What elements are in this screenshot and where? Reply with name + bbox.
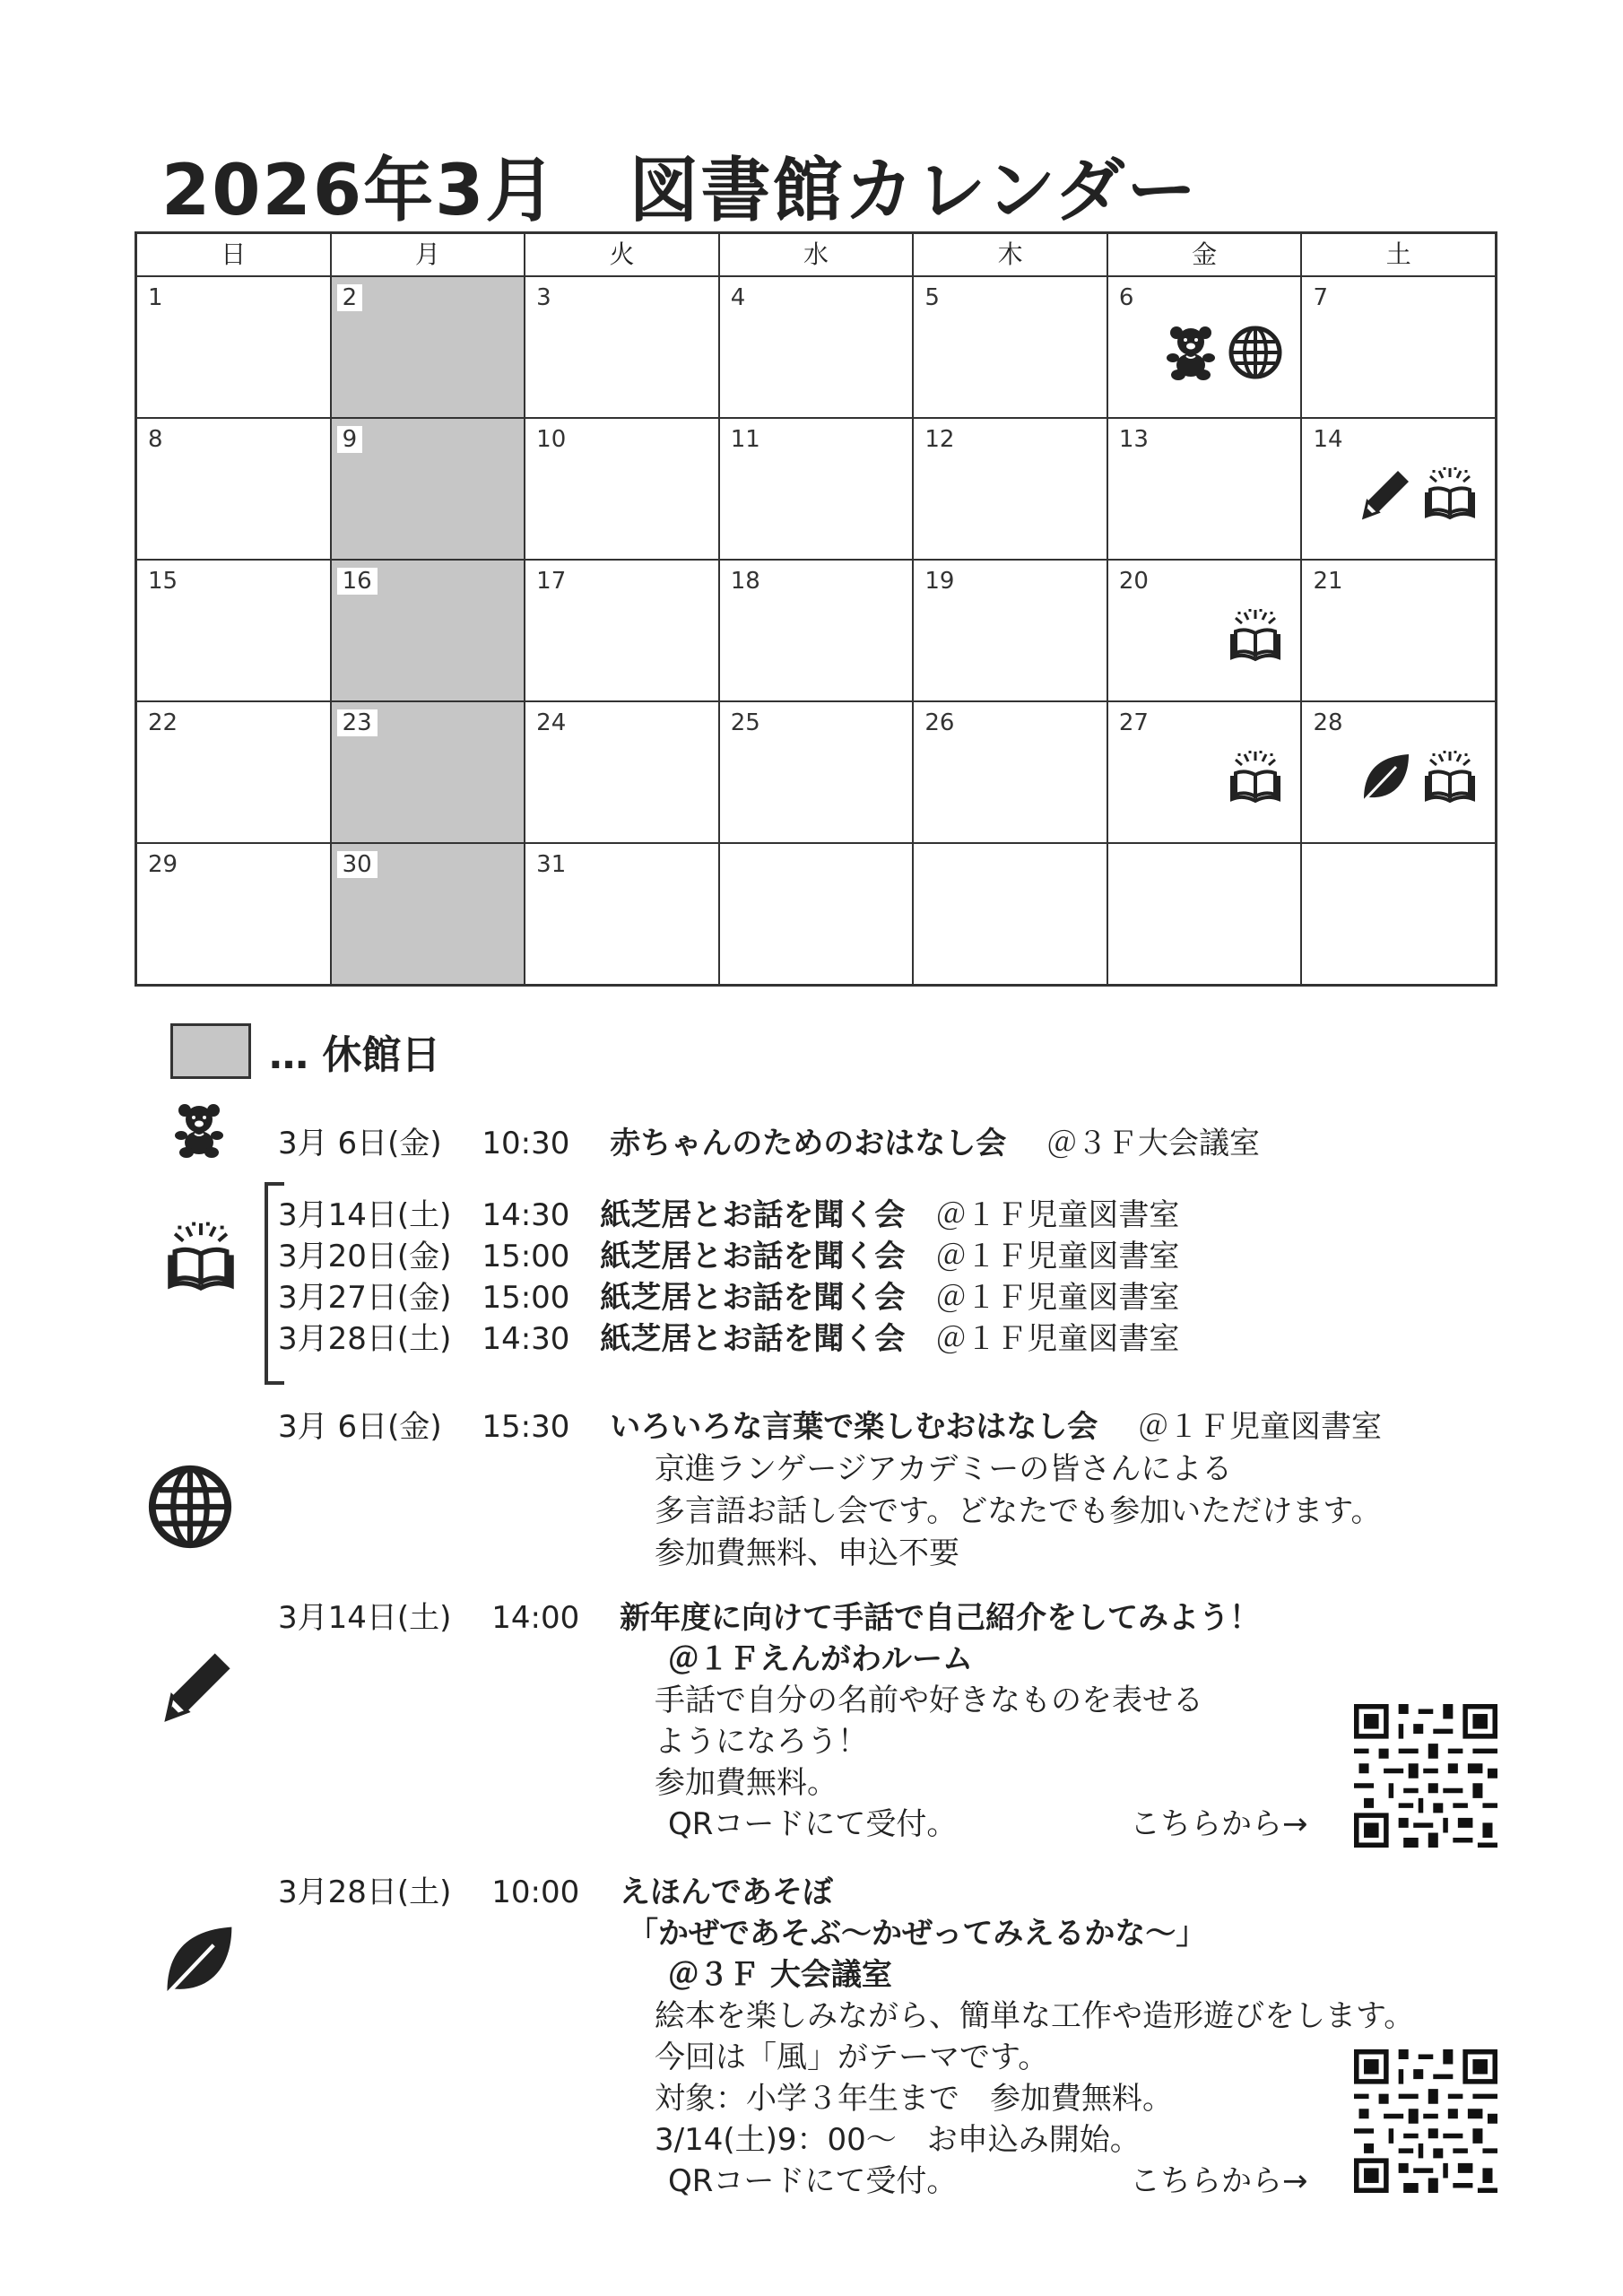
calendar-day <box>718 561 913 700</box>
day-icons <box>1227 749 1284 806</box>
calendar-day-closed <box>330 702 525 842</box>
calendar-week <box>137 277 1495 417</box>
event-languages <box>278 1402 1382 1446</box>
legend <box>170 1022 440 1080</box>
calendar-day <box>137 561 330 700</box>
day-icons <box>1357 465 1479 523</box>
day-number: 12 <box>924 426 955 453</box>
teddy-bear-icon <box>170 1099 228 1161</box>
day-icons <box>1227 607 1284 665</box>
event-time: 15:30 <box>482 1409 570 1445</box>
event-date: 3月 6日(金) <box>278 1409 442 1445</box>
event-place: ＠３Ｆ大会議室 <box>1046 1126 1261 1161</box>
day-number: 8 <box>148 426 163 453</box>
event-time: 14:30 <box>482 1197 570 1233</box>
event-detail: 参加費無料、申込不要 <box>655 1535 959 1571</box>
event-title: 紙芝居とお話を聞く会 <box>600 1280 906 1316</box>
event-date: 3月20日(金) <box>278 1239 452 1274</box>
calendar-body <box>137 277 1495 984</box>
teddy-bear-icon <box>1162 324 1219 381</box>
day-number: 22 <box>148 709 178 736</box>
day-number: 26 <box>924 709 955 736</box>
event-detail: 参加費無料。 <box>655 1765 838 1801</box>
event-title: 紙芝居とお話を聞く会 <box>600 1321 906 1357</box>
calendar-day <box>912 419 1107 559</box>
event-date: 3月14日(土) <box>278 1600 452 1636</box>
leaf-icon <box>157 1919 239 2002</box>
day-number: 9 <box>337 426 363 453</box>
day-number: 13 <box>1118 426 1149 453</box>
event-time: 14:00 <box>491 1600 580 1636</box>
qr-prompt: こちらから→ <box>1130 2163 1308 2199</box>
calendar-day-closed <box>330 844 525 984</box>
calendar-day <box>1107 702 1301 842</box>
weekday-header <box>137 234 1495 277</box>
calendar-week <box>137 700 1495 842</box>
qr-code[interactable] <box>1354 1704 1497 1848</box>
day-number: 11 <box>730 426 760 453</box>
event-date: 3月28日(土) <box>278 1321 452 1357</box>
globe-icon <box>145 1462 235 1552</box>
pencil-icon <box>1357 465 1414 523</box>
day-number: 6 <box>1118 284 1134 311</box>
calendar <box>135 231 1497 987</box>
weekday-header-cell: 火 <box>524 234 718 275</box>
calendar-day-closed <box>330 419 525 559</box>
calendar-day <box>1300 277 1495 417</box>
event-kamishibai <box>278 1190 1179 1234</box>
day-icons <box>1357 749 1479 806</box>
calendar-day <box>1300 844 1495 984</box>
open-book-icon <box>1227 749 1284 806</box>
closed-day-swatch <box>170 1023 251 1079</box>
weekday-header-cell: 木 <box>912 234 1107 275</box>
event-picturebook <box>278 1867 833 1911</box>
weekday-header-cell: 金 <box>1107 234 1301 275</box>
open-book-icon <box>1421 749 1479 806</box>
calendar-day <box>137 419 330 559</box>
calendar-day <box>137 844 330 984</box>
weekday-header-cell: 土 <box>1300 234 1495 275</box>
day-number: 19 <box>924 568 955 595</box>
event-detail: 手話で自分の名前や好きなものを表せる <box>655 1683 1203 1718</box>
event-place: ＠１Ｆ児童図書室 <box>935 1239 1180 1274</box>
calendar-day <box>524 277 718 417</box>
weekday-header-cell: 水 <box>718 234 913 275</box>
event-place: ＠１Ｆ児童図書室 <box>935 1321 1180 1357</box>
calendar-day <box>912 561 1107 700</box>
day-number: 14 <box>1313 426 1343 453</box>
open-book-icon <box>1421 465 1479 523</box>
day-number: 30 <box>337 851 378 878</box>
open-book-icon <box>163 1220 239 1295</box>
weekday-header-cell: 月 <box>330 234 525 275</box>
event-detail: 多言語お話し会です。どなたでも参加いただけます。 <box>655 1493 1382 1529</box>
day-number: 4 <box>730 284 746 311</box>
calendar-day <box>524 844 718 984</box>
event-kamishibai <box>278 1314 1179 1358</box>
weekday-header-cell: 日 <box>221 239 247 269</box>
day-number: 20 <box>1118 568 1149 595</box>
day-number: 7 <box>1313 284 1329 311</box>
event-sign <box>278 1593 1260 1637</box>
calendar-day <box>718 419 913 559</box>
event-time: 14:30 <box>482 1321 570 1357</box>
open-book-icon <box>1227 607 1284 665</box>
day-number: 5 <box>924 284 940 311</box>
event-detail: QRコードにて受付。 <box>668 1806 958 1842</box>
event-place: ＠１Ｆえんがわルーム <box>668 1641 973 1677</box>
event-detail: 今回は「風」がテーマです。 <box>655 2039 1049 2075</box>
pencil-icon <box>157 1646 238 1726</box>
event-baby <box>278 1118 1260 1162</box>
calendar-day <box>524 702 718 842</box>
event-title: 赤ちゃんのためのおはなし会 <box>610 1126 1007 1161</box>
day-number: 18 <box>730 568 760 595</box>
event-subtitle: 「かぜであそぶ～かぜってみえるかな～」 <box>628 1916 1207 1952</box>
event-detail: 対象：小学３年生まで 参加費無料。 <box>655 2081 1173 2117</box>
event-title: 新年度に向けて手話で自己紹介をしてみよう！ <box>620 1600 1261 1636</box>
day-number: 16 <box>337 568 378 595</box>
calendar-day <box>524 419 718 559</box>
leaf-icon <box>1357 749 1414 806</box>
event-kamishibai <box>278 1273 1179 1317</box>
calendar-day <box>912 702 1107 842</box>
calendar-day <box>524 561 718 700</box>
day-number: 25 <box>730 709 760 736</box>
calendar-day <box>1300 702 1495 842</box>
calendar-week <box>137 842 1495 984</box>
event-detail: 絵本を楽しみながら、簡単な工作や造形遊びをします。 <box>655 1998 1415 2034</box>
calendar-day <box>137 277 330 417</box>
event-place: ＠３Ｆ 大会議室 <box>668 1957 892 1993</box>
day-number: 23 <box>337 709 378 736</box>
event-detail: 3/14(土)9：00～ お申込み開始。 <box>655 2122 1141 2158</box>
day-number: 24 <box>536 709 567 736</box>
day-number: 27 <box>1118 709 1149 736</box>
calendar-day-closed <box>330 561 525 700</box>
calendar-day <box>718 277 913 417</box>
event-time: 10:30 <box>482 1126 570 1161</box>
event-time: 15:00 <box>482 1239 570 1274</box>
calendar-day <box>912 277 1107 417</box>
day-number: 29 <box>148 851 178 878</box>
event-place: ＠１Ｆ児童図書室 <box>935 1197 1180 1233</box>
event-title: 紙芝居とお話を聞く会 <box>600 1197 906 1233</box>
event-detail: QRコードにて受付。 <box>668 2163 958 2199</box>
calendar-week <box>137 417 1495 559</box>
day-number: 31 <box>536 851 567 878</box>
calendar-day <box>718 702 913 842</box>
event-date: 3月28日(土) <box>278 1874 452 1910</box>
event-time: 15:00 <box>482 1280 570 1316</box>
calendar-day <box>1107 844 1301 984</box>
day-number: 21 <box>1313 568 1343 595</box>
calendar-day <box>1107 419 1301 559</box>
calendar-day <box>137 702 330 842</box>
calendar-day <box>1107 277 1301 417</box>
event-date: 3月14日(土) <box>278 1197 452 1233</box>
calendar-day <box>1107 561 1301 700</box>
event-date: 3月 6日(金) <box>278 1126 442 1161</box>
day-icons <box>1162 324 1284 381</box>
event-title: 紙芝居とお話を聞く会 <box>600 1239 906 1274</box>
calendar-day <box>1300 419 1495 559</box>
day-number: 17 <box>536 568 567 595</box>
event-detail: ようになろう！ <box>655 1724 868 1760</box>
calendar-day <box>718 844 913 984</box>
calendar-day <box>1300 561 1495 700</box>
qr-code[interactable] <box>1354 2049 1497 2193</box>
event-title: いろいろな言葉で楽しむおはなし会 <box>610 1409 1098 1445</box>
calendar-day-closed <box>330 277 525 417</box>
qr-prompt: こちらから→ <box>1130 1806 1308 1842</box>
event-place: ＠１Ｆ児童図書室 <box>935 1280 1180 1316</box>
day-number: 2 <box>337 284 363 311</box>
event-place: ＠１Ｆ児童図書室 <box>1138 1409 1383 1445</box>
calendar-week <box>137 559 1495 700</box>
calendar-day <box>912 844 1107 984</box>
event-title: えほんであそぼ <box>620 1874 834 1910</box>
day-number: 1 <box>148 284 163 311</box>
day-number: 28 <box>1313 709 1343 736</box>
day-number: 10 <box>536 426 567 453</box>
closed-day-label: … 休館日 <box>269 1032 441 1078</box>
globe-icon <box>1227 324 1284 381</box>
day-number: 3 <box>536 284 551 311</box>
event-date: 3月27日(金) <box>278 1280 452 1316</box>
page-title: 2026年3月 図書館カレンダー <box>161 151 1199 231</box>
event-time: 10:00 <box>491 1874 580 1910</box>
event-detail: 京進ランゲージアカデミーの皆さんによる <box>655 1451 1233 1487</box>
day-number: 15 <box>148 568 178 595</box>
event-kamishibai <box>278 1231 1179 1275</box>
